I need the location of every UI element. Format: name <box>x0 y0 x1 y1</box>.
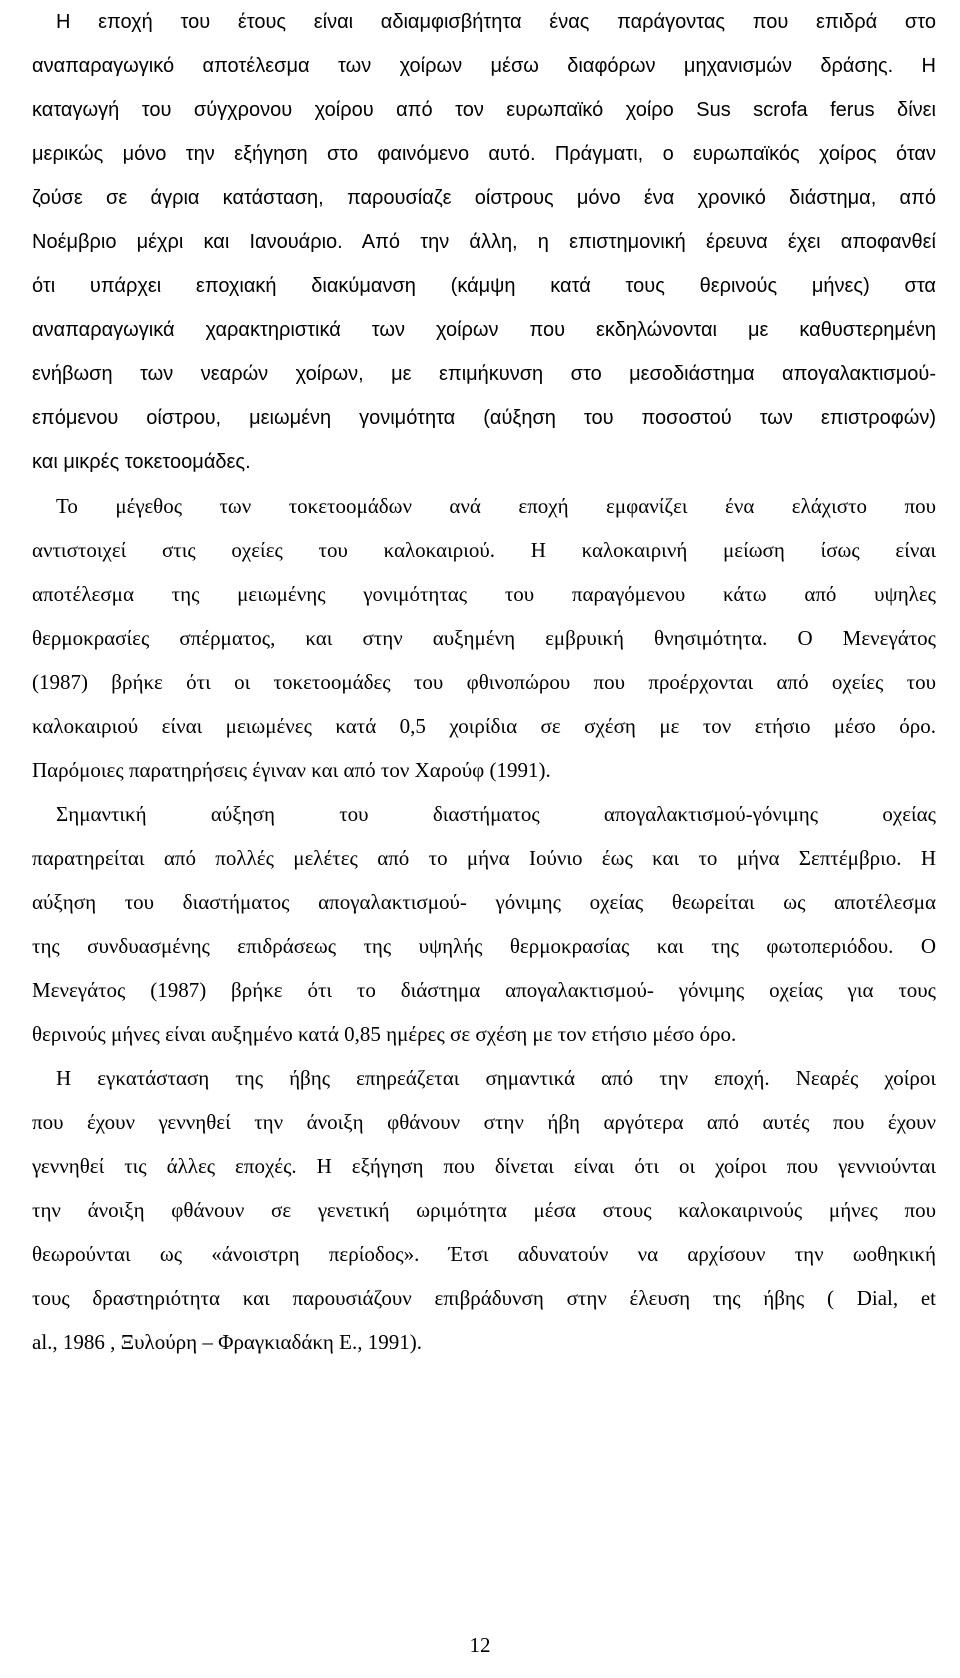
paragraph-line: και μικρές τοκετοομάδες. <box>32 451 251 473</box>
paragraph-line: θερμοκρασίες σπέρματος, και στην αυξημένη εμβρυική θνησιμότητα. Ο Μενεγάτος <box>32 626 936 650</box>
paragraph-line: Παρόμοιες παρατηρήσεις έγιναν και από τον Χαρούφ (1991). <box>32 758 551 782</box>
paragraph-1 <box>32 0 936 484</box>
paragraph-line: Μενεγάτος (1987) βρήκε ότι το διάστημα απογαλακτισμού- γόνιμης οχείας για τους <box>32 978 936 1002</box>
page-number: 12 <box>469 1633 491 1657</box>
paragraph-line: al., 1986 , Ξυλούρη – Φραγκιαδάκη Ε., 1991). <box>32 1330 422 1354</box>
paragraph-line: μερικώς μόνο την εξήγηση στο φαινόμενο αυτό. Πράγματι, ο ευρωπαϊκός χοίρος όταν <box>32 143 936 165</box>
paragraph-line: Το μέγεθος των τοκετοομάδων ανά εποχή εμφανίζει ένα ελάχιστο που <box>56 494 936 518</box>
paragraph-line: ότι υπάρχει εποχιακή διακύμανση (κάμψη κατά τους θερινούς μήνες) στα <box>32 275 936 297</box>
paragraph-line: αναπαραγωγικό αποτέλεσμα των χοίρων μέσω διαφόρων μηχανισμών δράσης. Η <box>32 55 936 77</box>
paragraph-line: ζούσε σε άγρια κατάσταση, παρουσίαζε οίστρους μόνο ένα χρονικό διάστημα, από <box>32 187 936 209</box>
paragraph-line: καταγωγή του σύγχρονου χοίρου από τον ευρωπαϊκό χοίρο Sus scrofa ferus δίνει <box>32 99 936 121</box>
paragraph-line: αντιστοιχεί στις οχείες του καλοκαιριού. Η καλοκαιρινή μείωση ίσως είναι <box>32 538 936 562</box>
paragraph-line: τους δραστηριότητα και παρουσιάζουν επιβράδυνση στην έλευση της ήβης ( Dial, et <box>32 1286 936 1310</box>
paragraph-3 <box>32 792 936 1056</box>
paragraph-line: αποτέλεσμα της μειωμένης γονιμότητας του παραγόμενου κάτω από υψηλες <box>32 582 936 606</box>
paragraph-line: αναπαραγωγικά χαρακτηριστικά των χοίρων που εκδηλώνονται με καθυστερημένη <box>32 319 936 341</box>
paragraph-line: Η εγκατάσταση της ήβης επηρεάζεται σημαντικά από την εποχή. Νεαρές χοίροι <box>56 1066 936 1090</box>
paragraph-line: την άνοιξη φθάνουν σε γενετική ωριμότητα μέσα στους καλοκαιρινούς μήνες που <box>32 1198 936 1222</box>
body-text <box>32 0 936 1364</box>
paragraph-line: θερινούς μήνες είναι αυξημένο κατά 0,85 ημέρες σε σχέση με τον ετήσιο μέσο όρο. <box>32 1022 737 1046</box>
paragraph-line: Νοέμβριο μέχρι και Ιανουάριο. Από την άλλη, η επιστημονική έρευνα έχει αποφανθεί <box>32 231 936 253</box>
paragraph-line: που έχουν γεννηθεί την άνοιξη φθάνουν στην ήβη αργότερα από αυτές που έχουν <box>32 1110 936 1134</box>
paragraph-2 <box>32 484 936 792</box>
paragraph-line: παρατηρείται από πολλές μελέτες από το μήνα Ιούνιο έως και το μήνα Σεπτέμβριο. Η <box>32 846 936 870</box>
paragraph-line: (1987) βρήκε ότι οι τοκετοομάδες του φθινοπώρου που προέρχονται από οχείες του <box>32 670 936 694</box>
paragraph-line: ενήβωση των νεαρών χοίρων, με επιμήκυνση στο μεσοδιάστημα απογαλακτισμού- <box>32 363 936 385</box>
paragraph-line: γεννηθεί τις άλλες εποχές. Η εξήγηση που δίνεται είναι ότι οι χοίροι που γεννιούνται <box>32 1154 936 1178</box>
paragraph-line: θεωρούνται ως «άνοιστρη περίοδος». Έτσι αδυνατούν να αρχίσουν την ωοθηκική <box>32 1242 936 1266</box>
paragraph-4 <box>32 1056 936 1364</box>
paragraph-line: Η εποχή του έτους είναι αδιαμφισβήτητα ένας παράγοντας που επιδρά στο <box>56 11 936 33</box>
paragraph-line: της συνδυασμένης επιδράσεως της υψηλής θερμοκρασίας και της φωτοπεριόδου. Ο <box>32 934 936 958</box>
paragraph-line: αύξηση του διαστήματος απογαλακτισμού- γόνιμης οχείας θεωρείται ως αποτέλεσμα <box>32 890 936 914</box>
paragraph-line: καλοκαιριού είναι μειωμένες κατά 0,5 χοιρίδια σε σχέση με τον ετήσιο μέσο όρο. <box>32 714 936 738</box>
paragraph-line: Σημαντική αύξηση του διαστήματος απογαλακτισμού-γόνιμης οχείας <box>56 802 936 826</box>
paragraph-line: επόμενου οίστρου, μειωμένη γονιμότητα (αύξηση του ποσοστού των επιστροφών) <box>32 407 936 429</box>
